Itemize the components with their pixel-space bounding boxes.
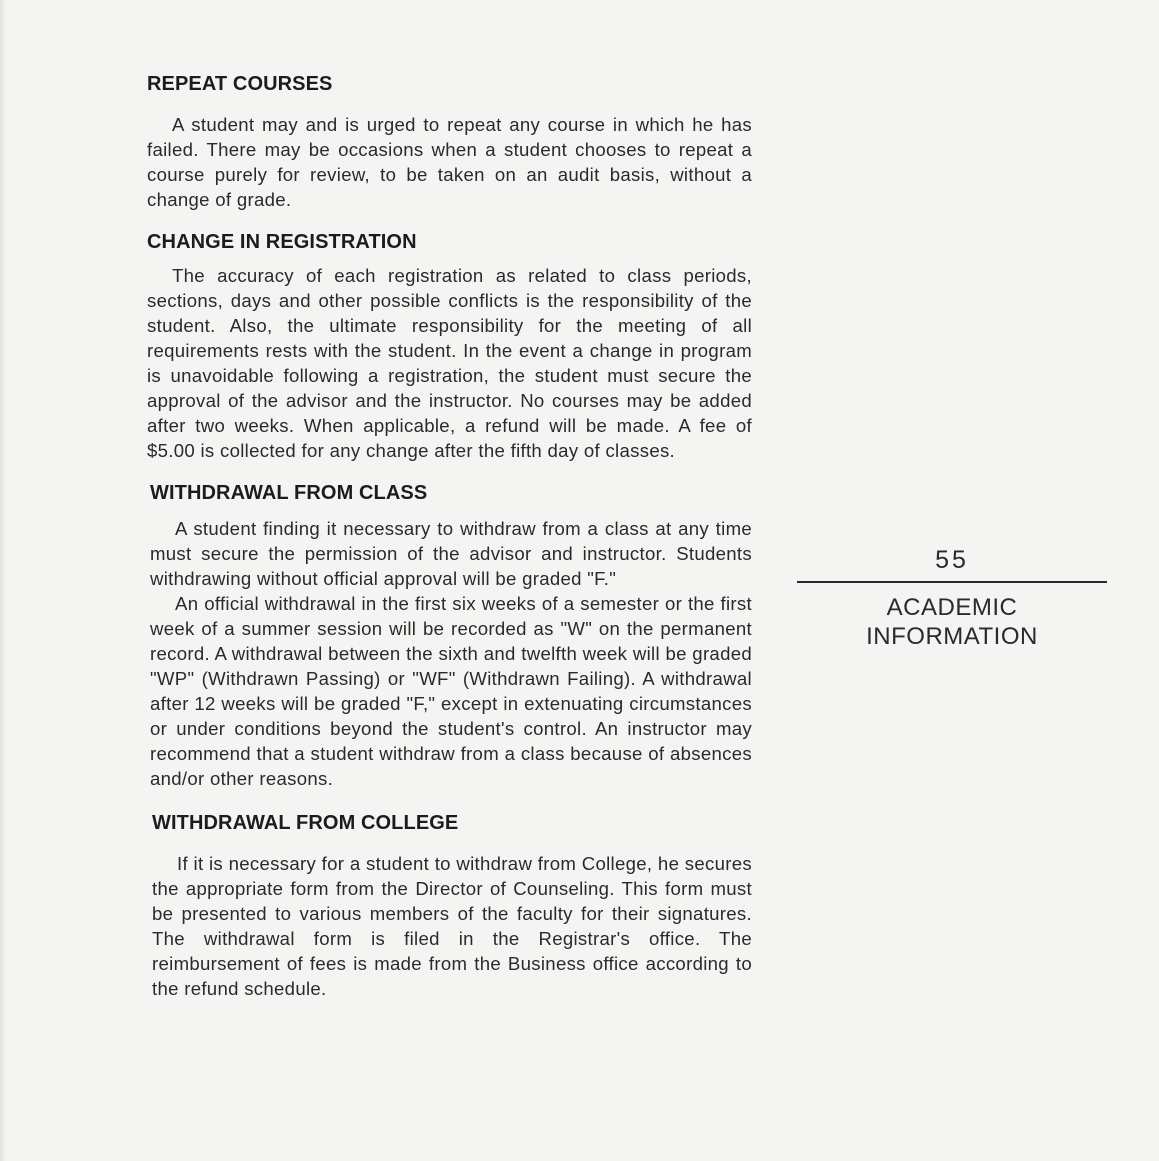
section-withdrawal-from-class bbox=[150, 479, 752, 791]
section-heading: WITHDRAWAL FROM CLASS bbox=[150, 482, 428, 504]
section-repeat-courses bbox=[147, 70, 752, 212]
chapter-label-line-1: ACADEMIC bbox=[886, 594, 1018, 621]
page-edge bbox=[0, 0, 6, 1161]
section-heading: WITHDRAWAL FROM COLLEGE bbox=[152, 812, 459, 834]
paragraph: A student finding it necessary to withdraw from a class at any time must secure the permission of the advisor and instructor. Students withdrawing without official approval will be graded "F." bbox=[150, 518, 752, 589]
section-change-in-registration bbox=[147, 228, 752, 463]
page-number: 55 bbox=[935, 546, 969, 574]
paragraph: A student may and is urged to repeat any course in which he has failed. There may be occasions when a student chooses to repeat a course purely for review, to be taken on an audit basis, without a change of grade. bbox=[147, 114, 752, 210]
paragraph: If it is necessary for a student to withdraw from College, he secures the appropriate form from the Director of Counseling. This form must be presented to various members of the faculty for their signatures. The withdrawal form is filed in the Registrar's office. The reimbursement of fees is made from the Business office according to the refund schedule. bbox=[152, 853, 752, 999]
section-heading: REPEAT COURSES bbox=[147, 73, 333, 95]
sidebar-rule bbox=[797, 581, 1107, 583]
section-withdrawal-from-college bbox=[152, 809, 752, 1001]
paragraph: An official withdrawal in the first six weeks of a semester or the first week of a summer session will be recorded as "W" on the permanent record. A withdrawal between the sixth and twelfth week will be graded "WP" (Withdrawn Passing) or "WF" (Withdrawn Failing). A withdrawal after 12 weeks will be graded "F," except in extenuating circumstances or under conditions beyond the student's control. An instructor may recommend that a student withdraw from a class because of absences and/or other reasons. bbox=[150, 593, 752, 789]
paragraph: The accuracy of each registration as related to class periods, sections, days and other possible conflicts is the responsibility of the student. Also, the ultimate responsibility for the meeting of all requirements rests with the student. In the event a change in program is unavoidable following a registration, the student must secure the approval of the advisor and the instructor. No courses may be added after two weeks. When applicable, a refund will be made. A fee of $5.00 is collected for any change after the fifth day of classes. bbox=[147, 265, 752, 461]
main-text-column bbox=[147, 70, 752, 1001]
sidebar-chapter-marker bbox=[797, 545, 1107, 651]
chapter-label-line-2: INFORMATION bbox=[866, 623, 1038, 650]
section-heading: CHANGE IN REGISTRATION bbox=[147, 231, 417, 253]
